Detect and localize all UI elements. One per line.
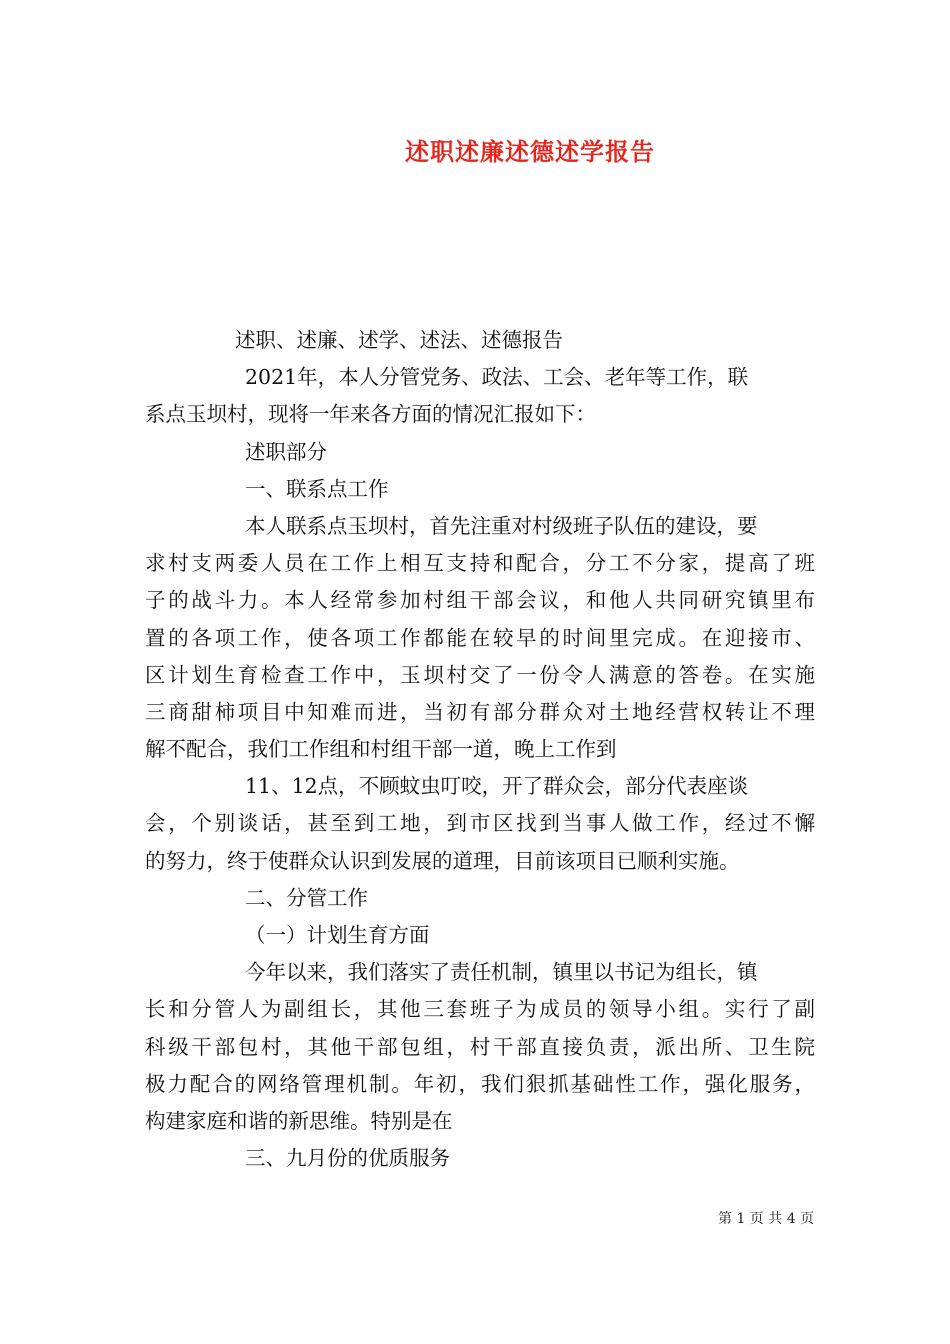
body-line: 述职部分 xyxy=(245,439,327,464)
document-body xyxy=(145,322,815,1177)
body-line: 本人联系点玉坝村，首先注重对村级班子队伍的建设，要 xyxy=(245,513,758,538)
body-line: （一）计划生育方面 xyxy=(245,923,430,947)
body-line: 解不配合，我们工作组和村组干部一道，晚上工作到 xyxy=(145,737,617,762)
body-line: 构建家庭和谐的新思维。特别是在 xyxy=(145,1108,453,1133)
body-line: 二、分管工作 xyxy=(245,885,368,910)
body-line: 极力配合的网络管理机制。年初，我们狠抓基础性工作，强化服务， xyxy=(145,1071,815,1096)
body-line: 11、12点，不顾蚊虫叮咬，开了群众会，部分代表座谈 xyxy=(245,774,749,799)
body-line: 子的战斗力。本人经常参加村组干部会议，和他人共同研究镇里布 xyxy=(145,588,815,613)
page-number: 第 1 页 共 4 页 xyxy=(718,1211,815,1227)
body-line: 三商甜柿项目中知难而进，当初有部分群众对土地经营权转让不理 xyxy=(145,699,815,724)
body-line: 一、联系点工作 xyxy=(245,476,389,501)
body-line: 今年以来，我们落实了责任机制，镇里以书记为组长，镇 xyxy=(245,960,758,985)
body-line: 科级干部包村，其他干部包组，村干部直接负责，派出所、卫生院 xyxy=(145,1034,815,1059)
body-line: 求村支两委人员在工作上相互支持和配合，分工不分家，提高了班 xyxy=(145,551,815,576)
body-line: 会，个别谈话，甚至到工地，到市区找到当事人做工作，经过不懈 xyxy=(145,811,815,836)
body-line: 述职、述廉、述学、述法、述德报告 xyxy=(235,328,563,352)
body-line: 区计划生育检查工作中，玉坝村交了一份令人满意的答卷。在实施 xyxy=(145,662,815,687)
body-line: 系点玉坝村，现将一年来各方面的情况汇报如下： xyxy=(145,402,596,427)
body-line: 长和分管人为副组长，其他三套班子为成员的领导小组。实行了副 xyxy=(145,997,815,1022)
document-title: 述职述廉述德述学报告 xyxy=(405,137,655,166)
body-line: 的努力，终于使群众认识到发展的道理，目前该项目已顺利实施。 xyxy=(145,848,740,873)
body-line: 2021年，本人分管党务、政法、工会、老年等工作，联 xyxy=(245,365,749,390)
body-line: 三、九月份的优质服务 xyxy=(245,1146,450,1171)
body-line: 置的各项工作，使各项工作都能在较早的时间里完成。在迎接市、 xyxy=(145,625,815,650)
